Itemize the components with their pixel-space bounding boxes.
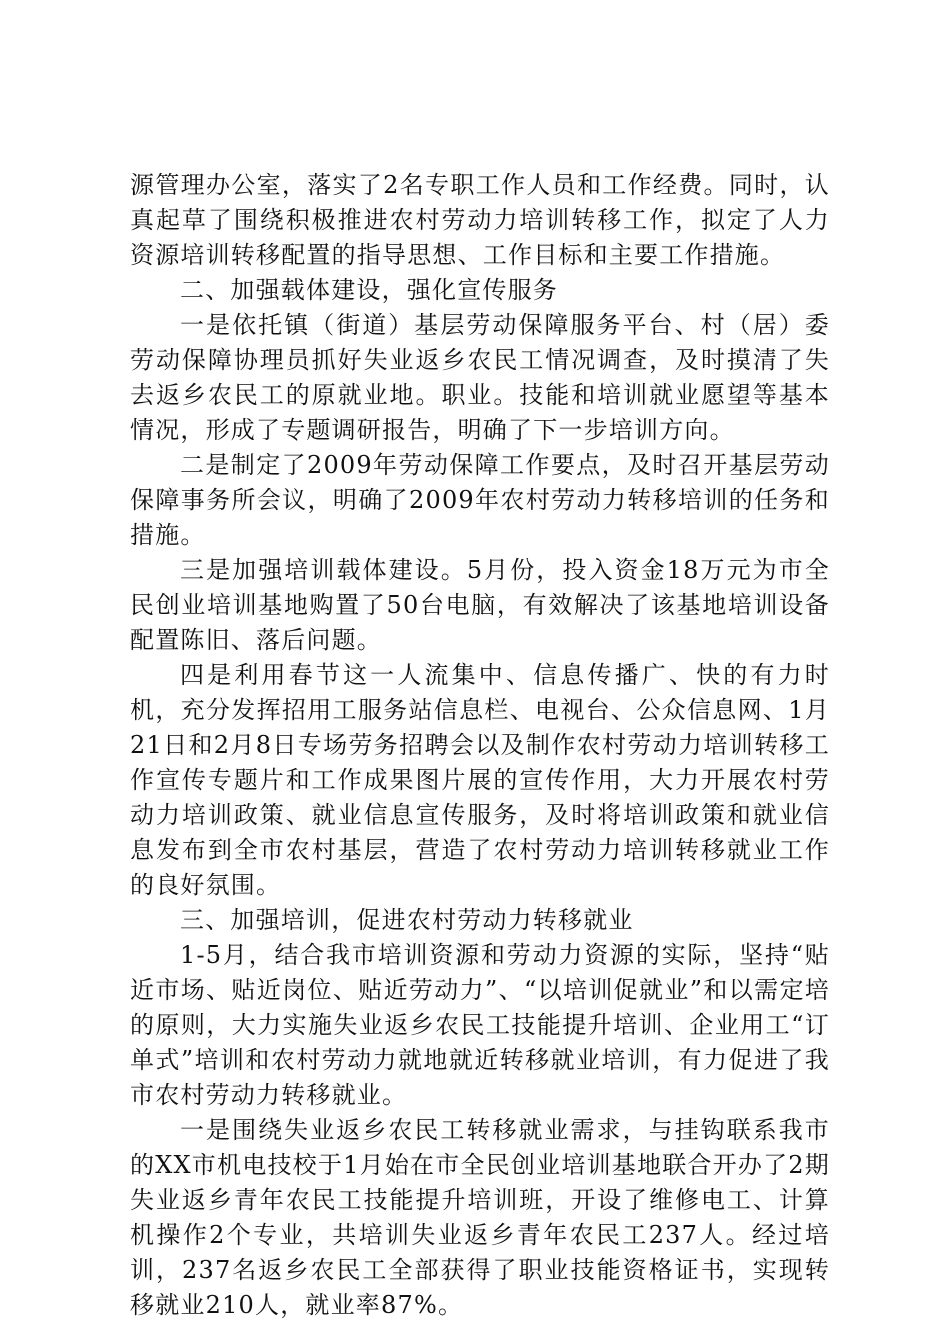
section-heading-3: 三、加强培训，促进农村劳动力转移就业: [180, 906, 634, 934]
paragraph-continuation: 源管理办公室，落实了2名专职工作人员和工作经费。同时，认真起草了围绕积极推进农村劳动力培训转移工作，拟定了人力资源培训转移配置的指导思想、工作目标和主要工作措施。: [130, 171, 830, 269]
paragraph-item-1: 一是依托镇（街道）基层劳动保障服务平台、村（居）委劳动保障协理员抓好失业返乡农民工情况调查，及时摸清了失去返乡农民工的原就业地。职业。技能和培训就业愿望等基本情况，形成了专题调研报告，明确了下一步培训方向。: [130, 311, 830, 444]
document-body: [130, 168, 830, 1323]
section-heading-2: 二、加强载体建设，强化宣传服务: [180, 276, 558, 304]
paragraph-intro: 1-5月，结合我市培训资源和劳动力资源的实际，坚持“贴近市场、贴近岗位、贴近劳动力”、“以培训促就业”和以需定培的原则，大力实施失业返乡农民工技能提升培训、企业用工“订单式”培训和农村劳动力就地就近转移就业培训，有力促进了我市农村劳动力转移就业。: [130, 941, 830, 1109]
paragraph-item-2: 二是制定了2009年劳动保障工作要点，及时召开基层劳动保障事务所会议，明确了2009年农村劳动力转移培训的任务和措施。: [130, 451, 830, 549]
paragraph-item-5: 一是围绕失业返乡农民工转移就业需求，与挂钩联系我市的XX市机电技校于1月始在市全民创业培训基地联合开办了2期失业返乡青年农民工技能提升培训班，开设了维修电工、计算机操作2个专业，共培训失业返乡青年农民工237人。经过培训，237名返乡农民工全部获得了职业技能资格证书，实现转移就业210人，就业率87%。: [130, 1116, 830, 1319]
paragraph-item-3: 三是加强培训载体建设。5月份，投入资金18万元为市全民创业培训基地购置了50台电脑，有效解决了该基地培训设备配置陈旧、落后问题。: [130, 556, 830, 654]
paragraph-item-4: 四是利用春节这一人流集中、信息传播广、快的有力时机，充分发挥招用工服务站信息栏、电视台、公众信息网、1月21日和2月8日专场劳务招聘会以及制作农村劳动力培训转移工作宣传专题片和工作成果图片展的宣传作用，大力开展农村劳动力培训政策、就业信息宣传服务，及时将培训政策和就业信息发布到全市农村基层，营造了农村劳动力培训转移就业工作的良好氛围。: [130, 661, 830, 899]
